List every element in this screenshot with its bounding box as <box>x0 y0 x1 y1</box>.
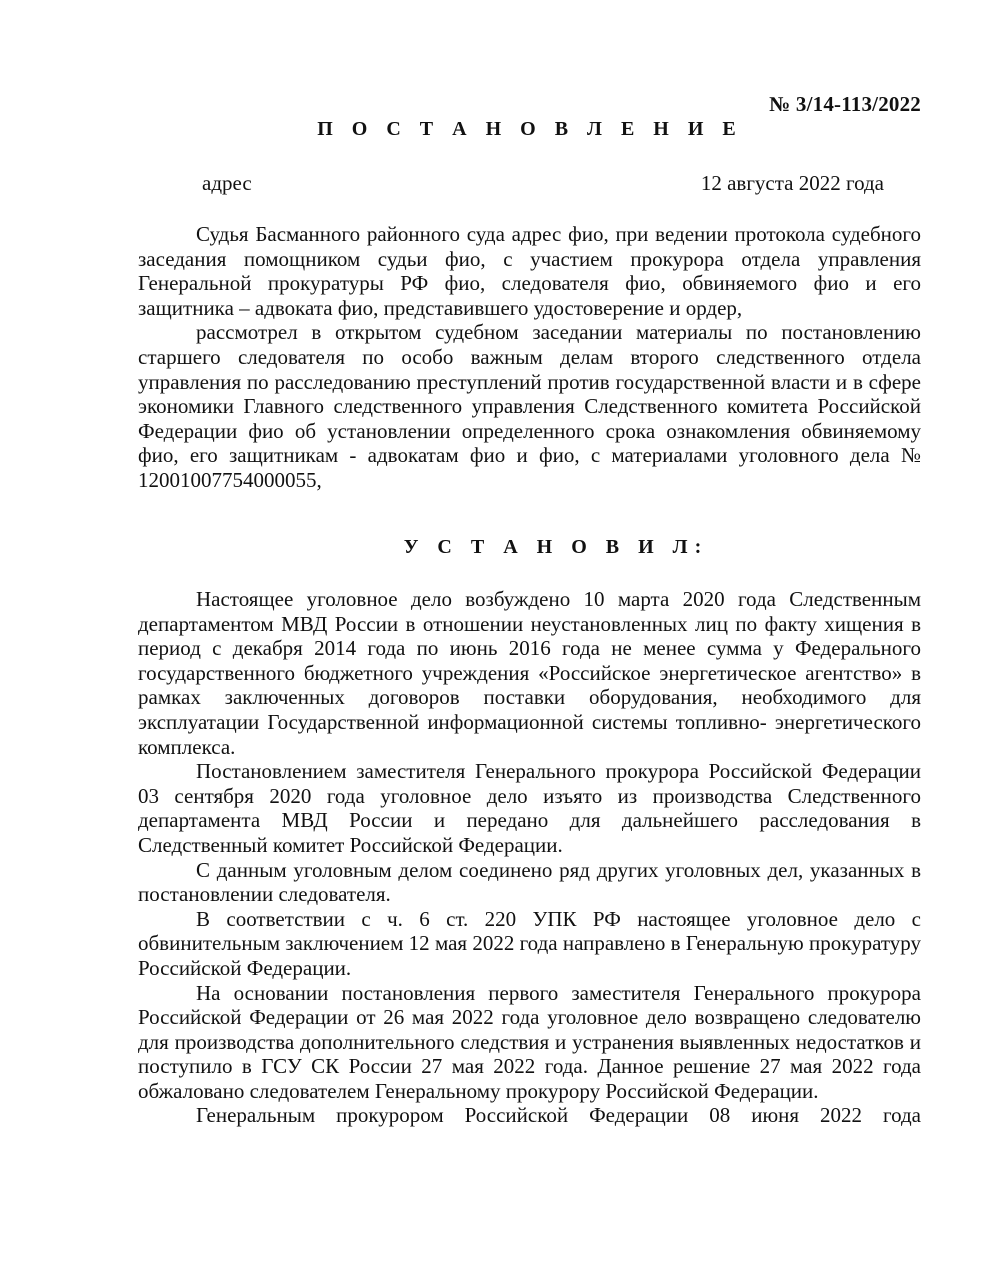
document-title: П О С Т А Н О В Л Е Н И Е <box>317 118 743 140</box>
paragraph-cases-joined: С данным уголовным делом соединено ряд других уголовных дел, указанных в постановлении следователя. <box>138 857 921 907</box>
paragraph-case-initiated: Настоящее уголовное дело возбуждено 10 марта 2020 года Следственным департаментом МВД России в отношении неустановленных лиц по факту хищения в период с декабря 2014 года по июнь 2016 года не менее сумма у Федерального государственного бюджетного учреждения «Российское энергетическое агентство» в рамках заключенных договоров поставки оборудования, необходимого для эксплуатации Государственной информационной системы топливно- энергетического комплекса. <box>138 587 921 759</box>
section-title-established: У С Т А Н О В И Л: <box>403 536 709 558</box>
paragraph-returned: На основании постановления первого заместителя Генерального прокурора Российской Федерации от 26 мая 2022 года уголовное дело возвращено следователю для производства дополнительного следствия и устранения выявленных недостатков и поступило в ГСУ СК России 27 мая 2022 года. Данное решение 27 мая 2022 года обжаловано следователем Генеральному прокурору Российской Федерации. <box>138 980 921 1103</box>
intro-paragraph-judge: Судья Басманного районного суда адрес фио, при ведении протокола судебного заседания помощником судьи фио, с участием прокурора отдела управления Генеральной прокуратуры РФ фио, следователя фио, обвиняемого фио и его защитника – адвоката фио, представившего удостоверение и ордер, <box>138 222 921 320</box>
paragraph-prosecutor-general: Генеральным прокурором Российской Федерации 08 июня 2022 года <box>196 1103 921 1128</box>
case-number: № 3/14-113/2022 <box>769 92 921 116</box>
paragraph-indictment: В соответствии с ч. 6 ст. 220 УПК РФ настоящее уголовное дело с обвинительным заключением 12 мая 2022 года направлено в Генеральную прокуратуру Российской Федерации. <box>138 906 921 980</box>
paragraph-case-transferred: Постановлением заместителя Генерального прокурора Российской Федерации 03 сентября 2020 года уголовное дело изъято из производства Следственного департамента МВД России и передано для дальнейшего расследования в Следственный комитет Российской Федерации. <box>138 759 921 857</box>
place-date-line <box>202 171 884 196</box>
intro-paragraph-considered: рассмотрел в открытом судебном заседании материалы по постановлению старшего следователя по особо важным делам второго следственного отдела управления по расследованию преступлений против государственной власти и в сфере экономики Главного следственного управления Следственного комитета Российской Федерации фио об установлении определенного срока ознакомления обвиняемому фио, его защитникам - адвокатам фио и фио, с материалами уголовного дела № 12001007754000055, <box>138 320 921 492</box>
date: 12 августа 2022 года <box>700 171 884 195</box>
intro-section <box>138 222 921 493</box>
main-section <box>138 587 921 1128</box>
place: адрес <box>202 171 252 195</box>
